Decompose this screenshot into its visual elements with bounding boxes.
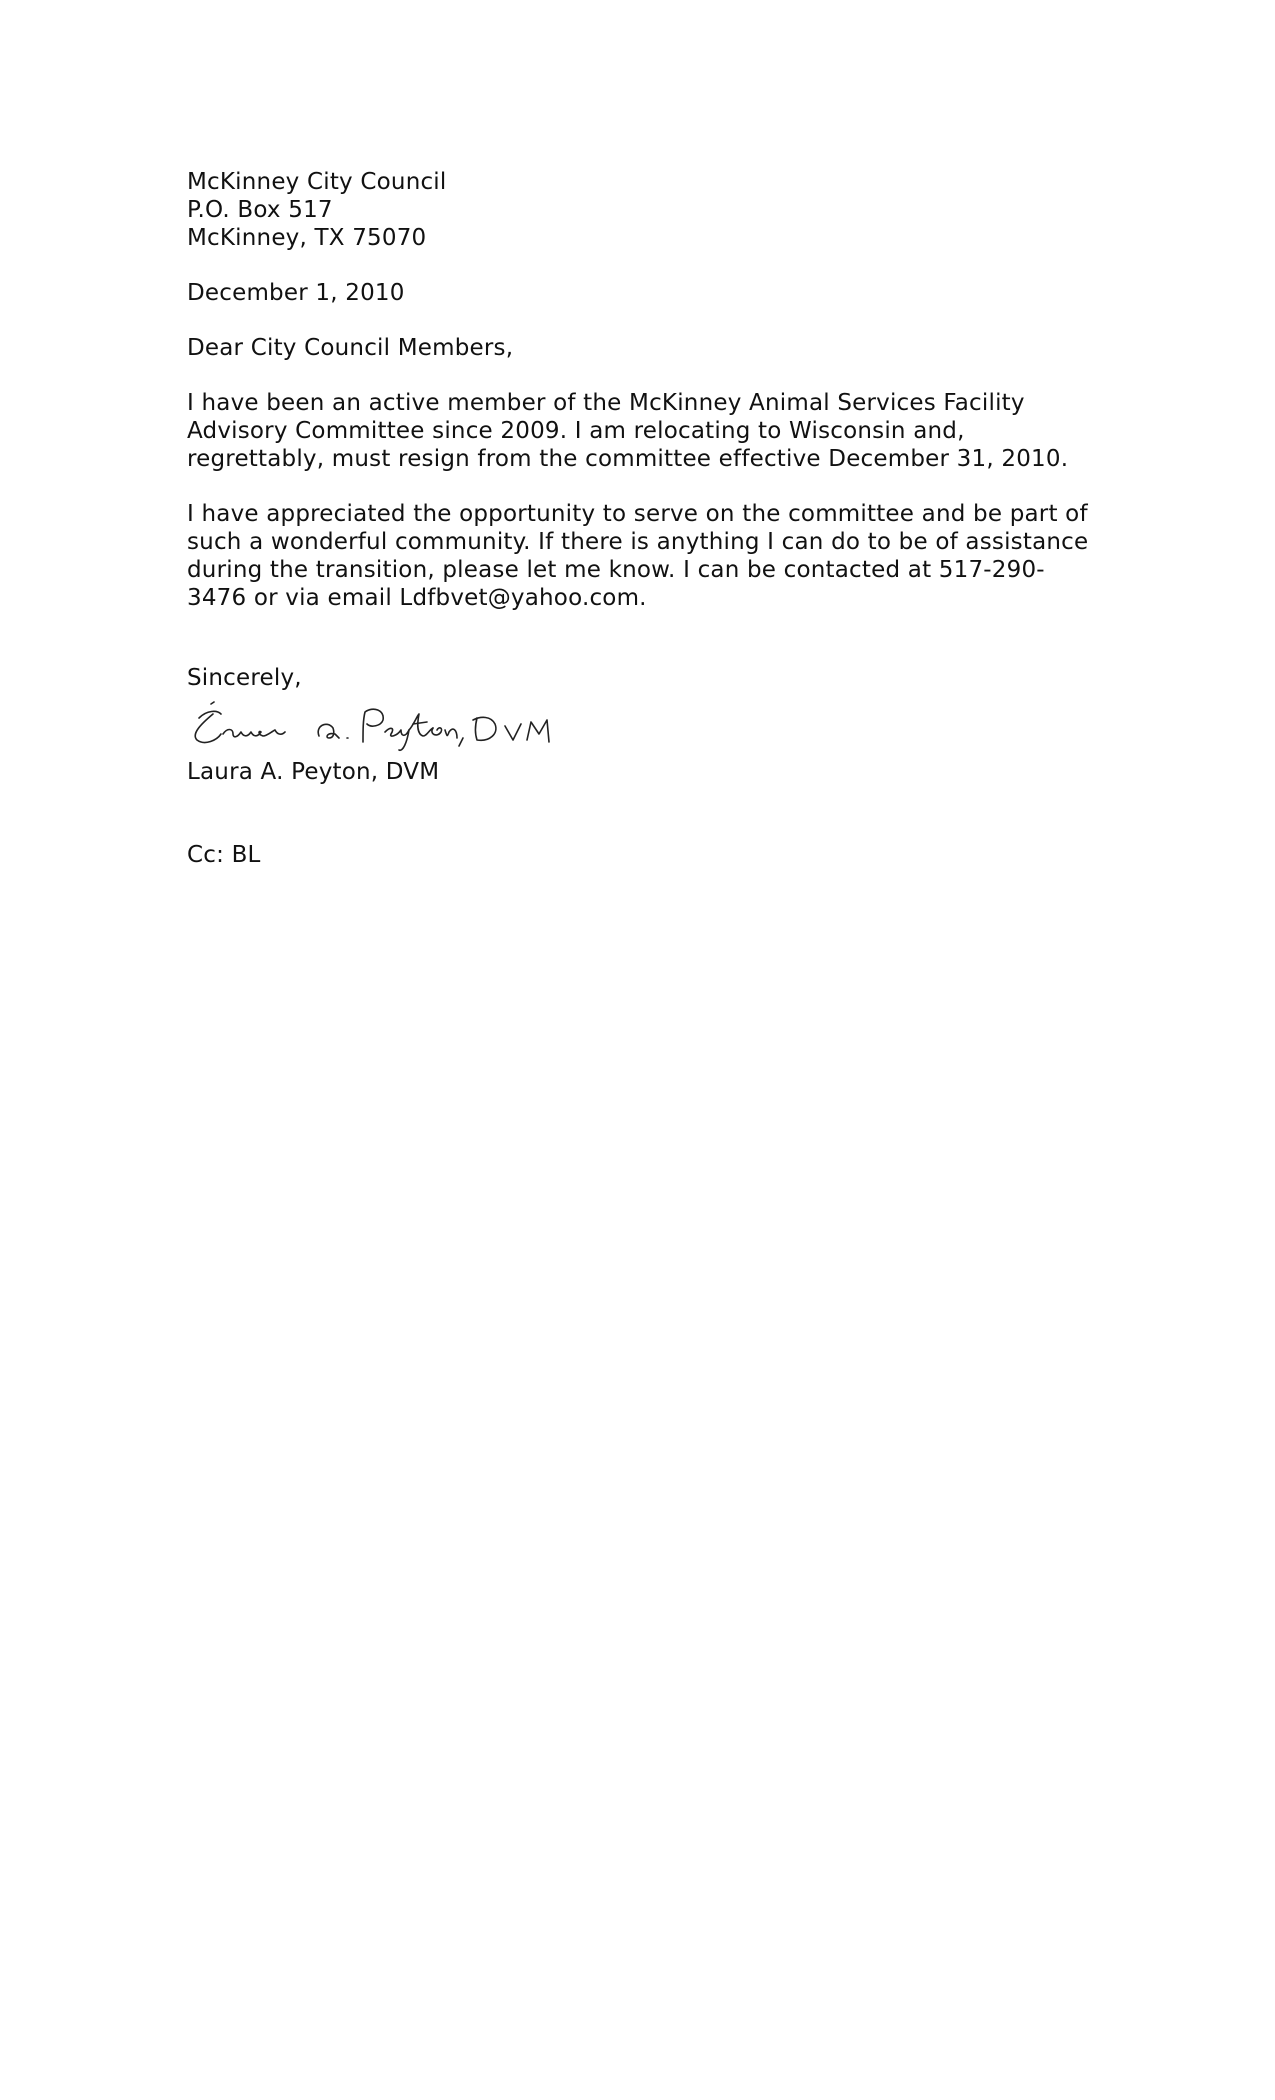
paragraph-line: Advisory Committee since 2009. I am relocating to Wisconsin and, [187, 418, 965, 444]
paragraph-line: during the transition, please let me know. I can be contacted at 517-290- [187, 557, 1045, 583]
paragraph-line: 3476 or via email Ldfbvet@yahoo.com. [187, 585, 647, 611]
signature-drawing [187, 696, 587, 754]
recipient-name: McKinney City Council [187, 169, 447, 195]
signature-strokes [195, 702, 549, 750]
paragraph-line: regrettably, must resign from the committee effective December 31, 2010. [187, 446, 1069, 472]
signer-name [187, 758, 1127, 786]
salutation-text: Dear City Council Members, [187, 335, 514, 361]
closing [187, 664, 1127, 692]
carbon-copy [187, 841, 1127, 869]
cc-text: Cc: BL [187, 842, 261, 868]
paragraph-line: such a wonderful community. If there is anything I can do to be of assistance [187, 529, 1089, 555]
paragraph-line: I have been an active member of the McKinney Animal Services Facility [187, 390, 1025, 416]
paragraph-resignation [187, 389, 1127, 473]
recipient-city-state-zip: McKinney, TX 75070 [187, 225, 427, 251]
signer-name-text: Laura A. Peyton, DVM [187, 759, 440, 785]
letter-body [187, 168, 1127, 869]
paragraph-line: I have appreciated the opportunity to serve on the committee and be part of [187, 501, 1088, 527]
recipient-address [187, 168, 1127, 252]
paragraph-appreciation [187, 500, 1127, 612]
closing-text: Sincerely, [187, 665, 302, 691]
recipient-po-box: P.O. Box 517 [187, 197, 333, 223]
salutation [187, 334, 1127, 362]
handwritten-signature [187, 696, 587, 754]
date-text: December 1, 2010 [187, 280, 405, 306]
letter-date [187, 279, 1127, 307]
